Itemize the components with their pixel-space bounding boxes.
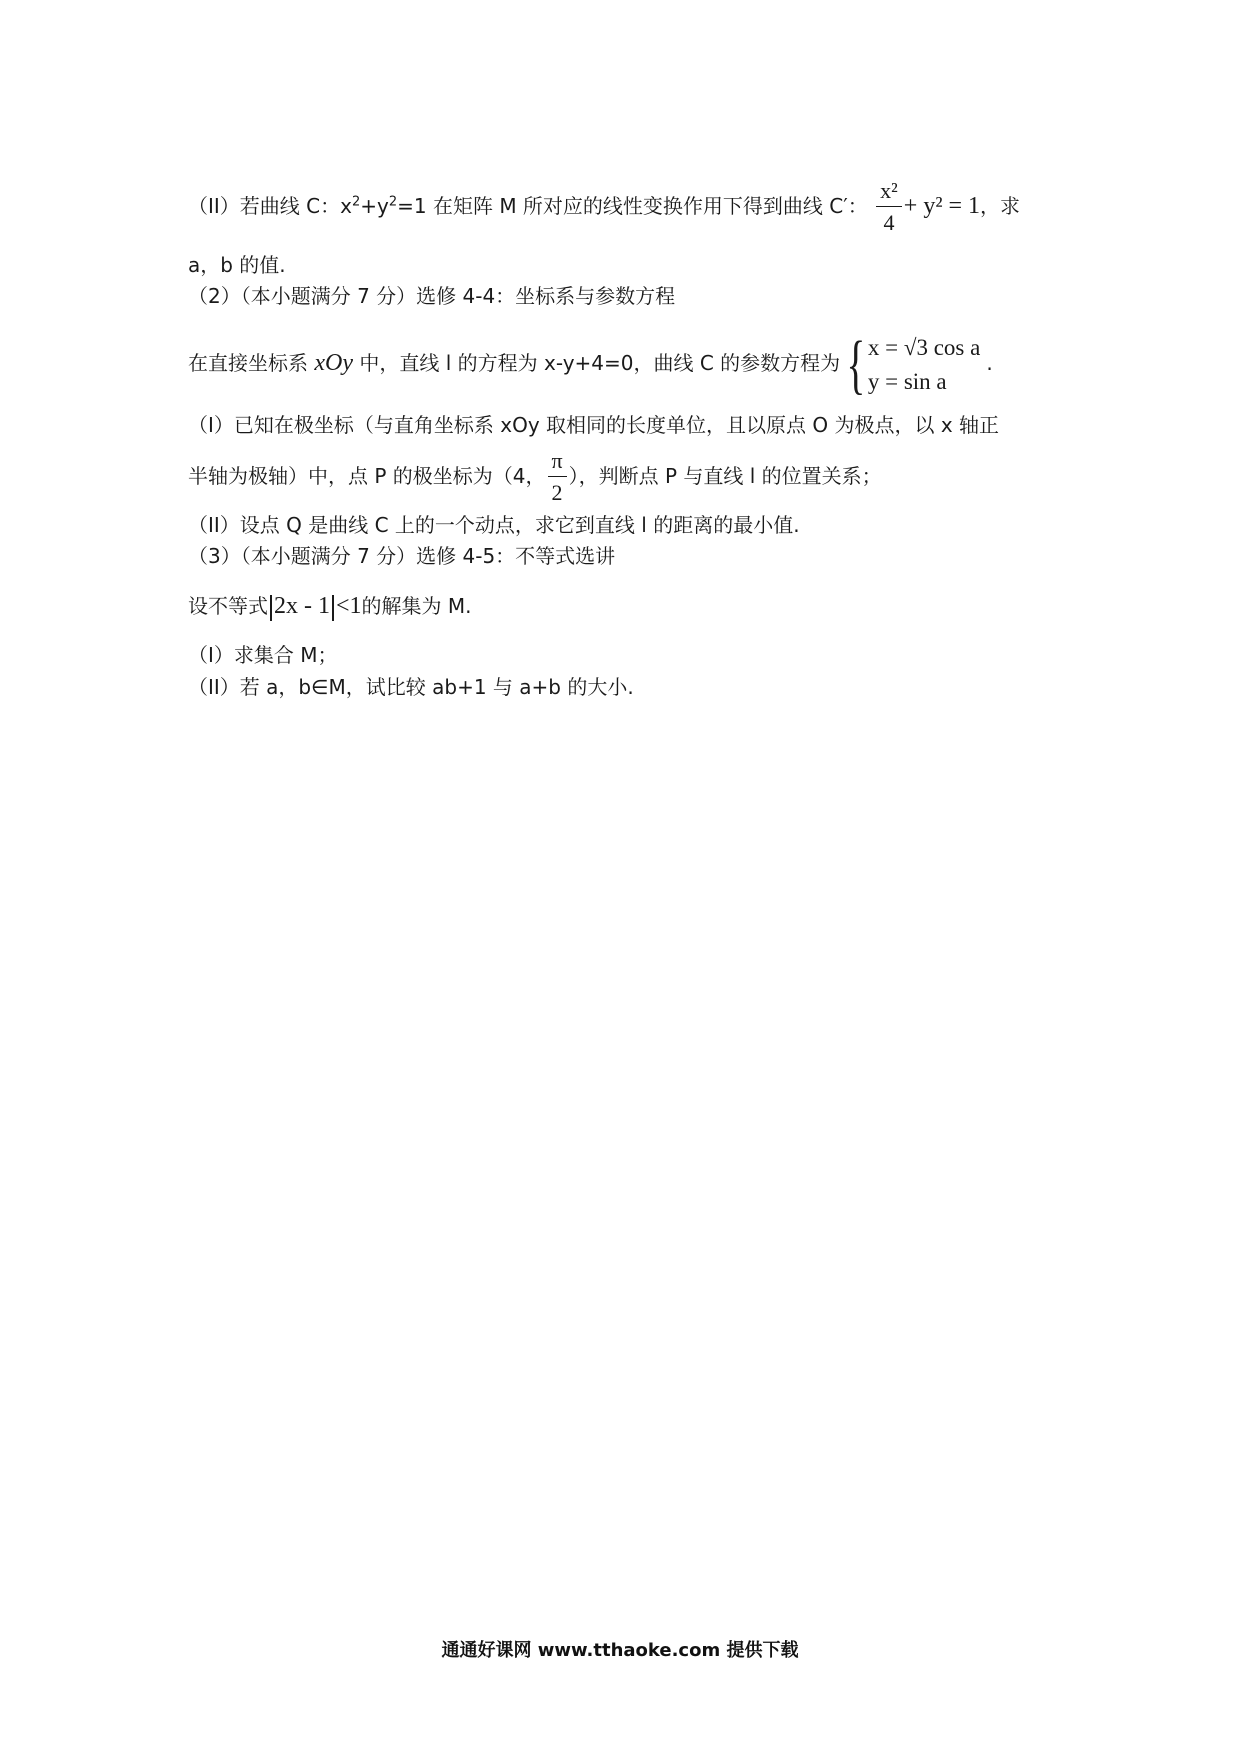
- text: =1 在矩阵 M 所对应的线性变换作用下得到曲线 C′：: [397, 194, 868, 218]
- line-parametric: [188, 326, 993, 400]
- fraction-pi-over-2: [548, 446, 567, 509]
- numerator: π: [548, 446, 567, 477]
- line-find-ab: a，b 的值.: [188, 253, 286, 277]
- line-inequality: [188, 590, 472, 622]
- abs-bar-right: [332, 595, 334, 621]
- abs-bar-left: [270, 595, 272, 621]
- section-heading-4-5: （3）（本小题满分 7 分）选修 4-5：不等式选讲: [188, 544, 616, 568]
- text: 设不等式: [188, 594, 268, 618]
- text: .: [986, 351, 993, 375]
- text: ，求: [980, 194, 1021, 218]
- system-eq-y: y = sin a: [867, 368, 947, 394]
- denominator: 4: [883, 210, 895, 235]
- text: 中，直线 l 的方程为 x-y+4=0，曲线 C 的参数方程为: [359, 351, 841, 375]
- text: 在直接坐标系: [188, 351, 308, 375]
- text: ），判断点 P 与直线 l 的位置关系；: [568, 464, 882, 488]
- text: （II）若曲线 C：x: [188, 194, 352, 218]
- equation-tail: + y² = 1: [903, 193, 981, 219]
- inequality-rhs: <1: [336, 593, 362, 619]
- fraction-x2-over-4: [876, 176, 902, 239]
- line-find-set-m: （I）求集合 M；: [188, 643, 338, 667]
- line-transformation: [188, 176, 1020, 239]
- text: +y: [360, 194, 389, 218]
- section-heading-4-4: （2）（本小题满分 7 分）选修 4-4：坐标系与参数方程: [188, 284, 676, 308]
- system-eq-x: x = √3 cos a: [867, 334, 981, 360]
- math-xoy: xOy: [314, 350, 353, 376]
- left-brace-icon: {: [846, 327, 866, 401]
- line-polar-point: [188, 446, 882, 509]
- text: 半轴为极轴）中，点 P 的极坐标为（4，: [188, 464, 546, 488]
- superscript: 2: [351, 194, 361, 210]
- superscript: 2: [388, 194, 398, 210]
- denominator: 2: [551, 480, 563, 505]
- line-polar-intro: （I）已知在极坐标（与直角坐标系 xOy 取相同的长度单位，且以原点 O 为极点，以 x 轴正: [188, 413, 1000, 437]
- page-footer: 通通好课网 www.tthaoke.com 提供下载: [441, 1640, 799, 1661]
- line-compare: （II）若 a，b∈M，试比较 ab+1 与 a+b 的大小.: [188, 675, 634, 699]
- text: 的解集为 M.: [361, 594, 472, 618]
- parametric-system: [868, 331, 980, 399]
- numerator: x²: [876, 176, 902, 207]
- line-min-distance: （II）设点 Q 是曲线 C 上的一个动点，求它到直线 l 的距离的最小值.: [188, 513, 800, 537]
- abs-expression: 2x - 1: [274, 593, 330, 619]
